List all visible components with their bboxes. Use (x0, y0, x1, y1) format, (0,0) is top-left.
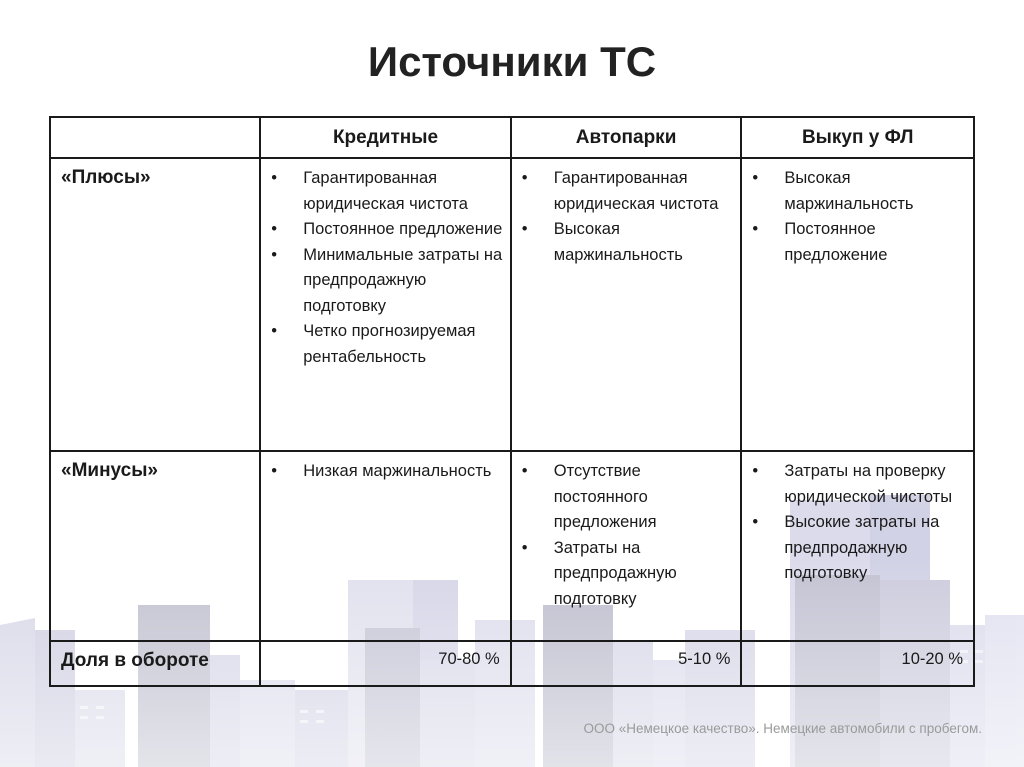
row-header-turnover-share: Доля в обороте (50, 641, 260, 686)
list-item: • Гарантированная юридическая чистота (512, 166, 735, 217)
list-item: • Высокие затраты на предпродажную подготовку (742, 510, 967, 587)
list-item: • Минимальные затраты на предпродажную подготовку (261, 243, 504, 320)
row-header-pros: «Плюсы» (50, 158, 260, 451)
column-header-buyback: Выкуп у ФЛ (741, 117, 974, 158)
list-item: • Высокая маржинальность (742, 166, 967, 217)
column-header-fleets: Автопарки (511, 117, 742, 158)
share-fleets: 5-10 % (511, 641, 742, 686)
cell-cons-buyback (741, 451, 974, 641)
share-credit: 70-80 % (260, 641, 511, 686)
table-header-row (50, 117, 974, 158)
list-item: • Затраты на проверку юридической чистоты (742, 459, 967, 510)
share-buyback: 10-20 % (741, 641, 974, 686)
list-item: • Высокая маржинальность (512, 217, 735, 268)
slide-title: Источники ТС (367, 38, 657, 85)
row-header-cons: «Минусы» (50, 451, 260, 641)
cell-pros-buyback (741, 158, 974, 451)
cell-pros-fleets (511, 158, 742, 451)
cell-pros-credit (260, 158, 511, 451)
cell-cons-fleets (511, 451, 742, 641)
list-item: • Постоянное предложение (742, 217, 967, 268)
list-item: • Низкая маржинальность (261, 459, 504, 485)
sources-comparison-table (49, 116, 975, 687)
slide-footer: ООО «Немецкое качество». Немецкие автомобили с пробегом. (583, 721, 982, 736)
list-item: • Постоянное предложение (261, 217, 504, 243)
cell-cons-credit (260, 451, 511, 641)
column-header-credit: Кредитные (260, 117, 511, 158)
table-row-turnover-share (50, 641, 974, 686)
table-row-pros (50, 158, 974, 451)
list-item: • Гарантированная юридическая чистота (261, 166, 504, 217)
table-row-cons (50, 451, 974, 641)
list-item: • Затраты на предпродажную подготовку (512, 536, 735, 613)
list-item: • Отсутствие постоянного предложения (512, 459, 735, 536)
header-empty (50, 117, 260, 158)
list-item: • Четко прогнозируемая рентабельность (261, 319, 504, 370)
